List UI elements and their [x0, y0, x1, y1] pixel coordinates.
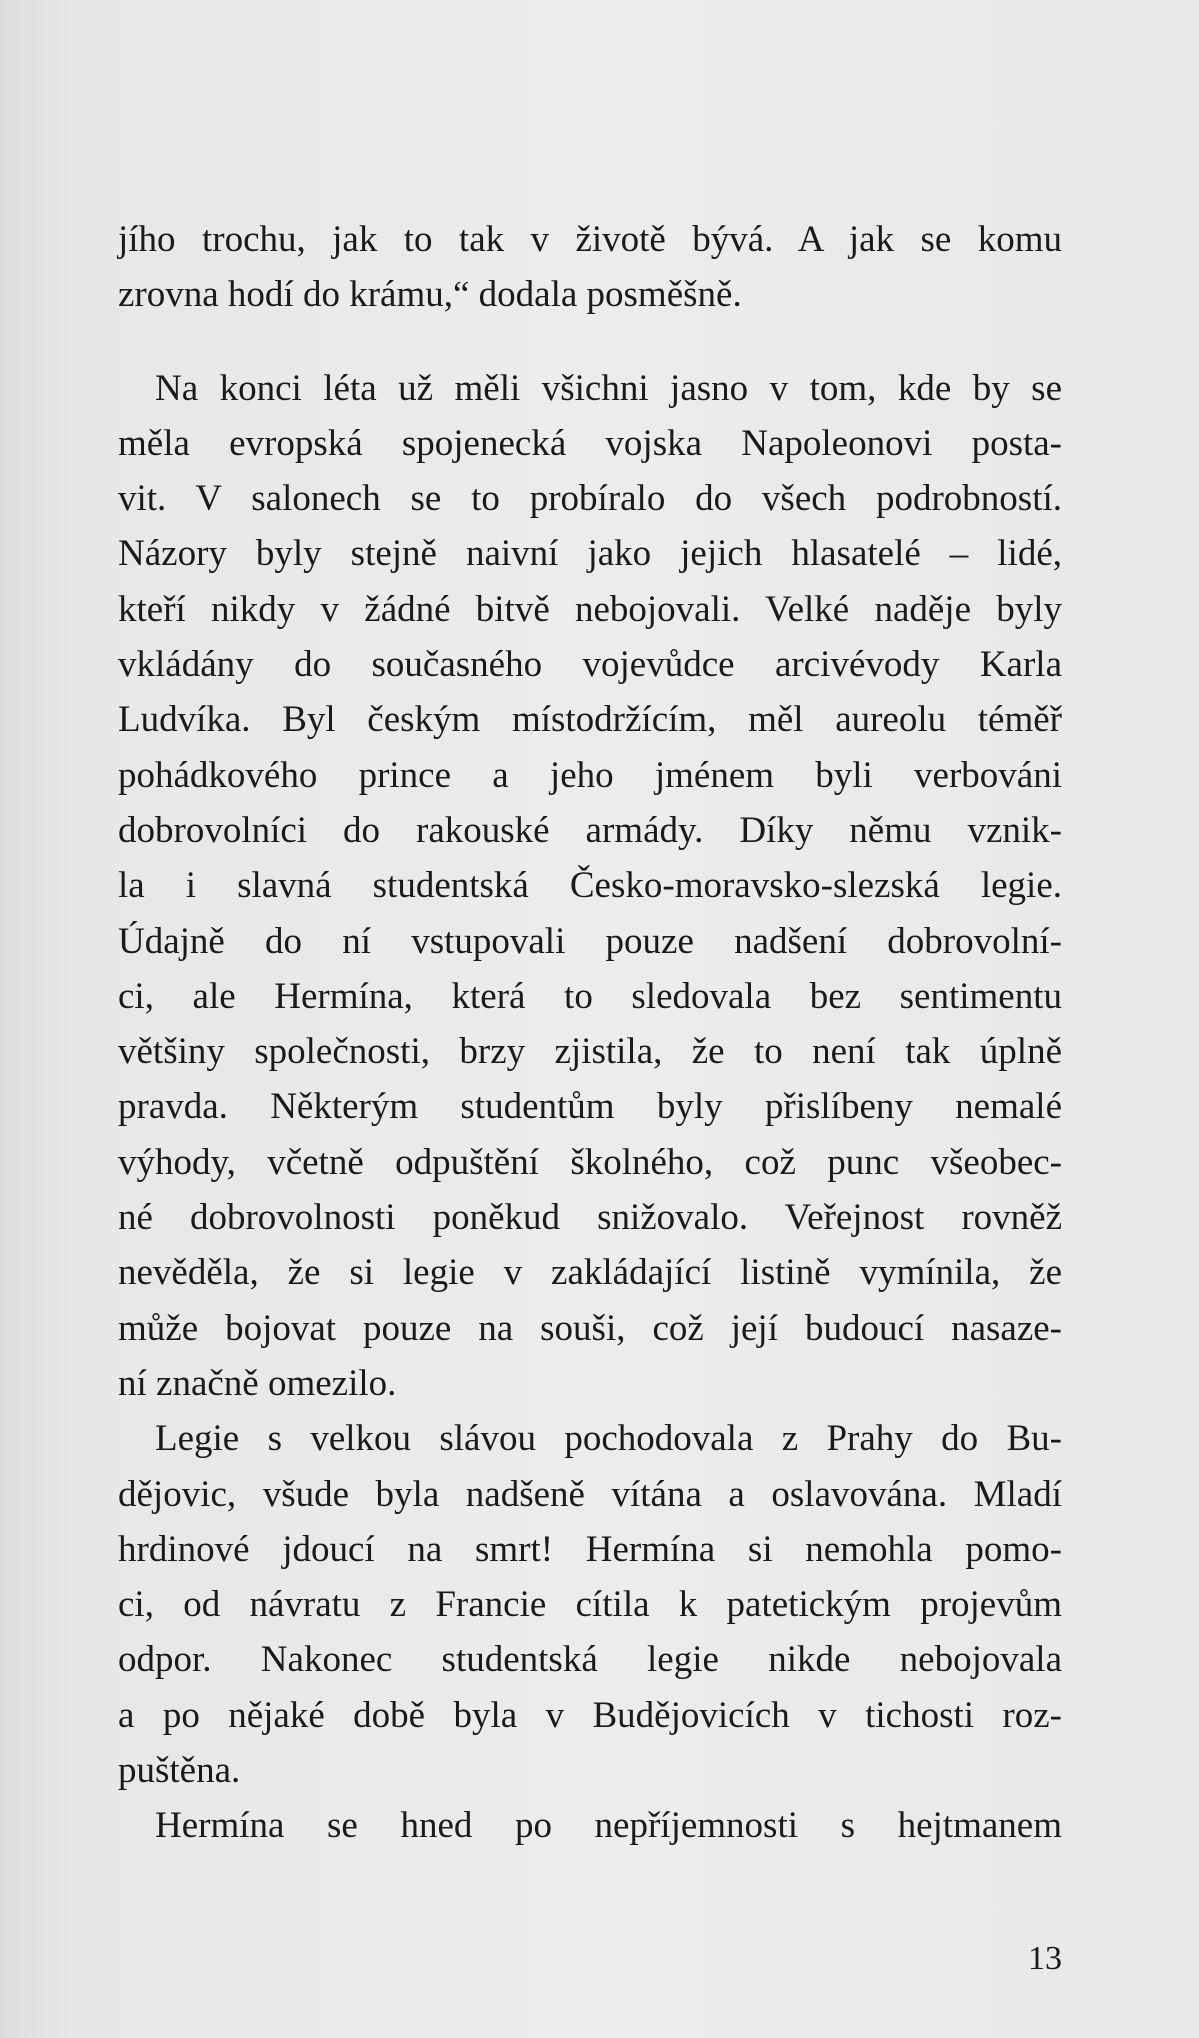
- text-line: pravda. Některým studentům byly přislíbeny nemalé: [118, 1086, 1062, 1128]
- paragraph: [118, 1411, 1062, 1798]
- text-line: Názory byly stejně naivní jako jejich hlasatelé – lidé,: [118, 533, 1062, 575]
- text-line: pohádkového prince a jeho jménem byli verbováni: [118, 754, 1062, 796]
- paragraph: [118, 1798, 1062, 1853]
- text-line: hrdinové jdoucí na smrt! Hermína si nemohla pomo-: [118, 1528, 1062, 1570]
- text-line: ci, ale Hermína, která to sledovala bez sentimentu: [118, 975, 1062, 1017]
- text-line: může bojovat pouze na souši, což její budoucí nasaze-: [118, 1307, 1062, 1349]
- text-line: dobrovolníci do rakouské armády. Díky němu vznik-: [118, 809, 1062, 851]
- text-line: ní značně omezilo.: [118, 1362, 397, 1404]
- text-line: puštěna.: [118, 1750, 241, 1792]
- text-line: la i slavná studentská Česko-moravsko-slezská legie.: [118, 865, 1062, 907]
- text-line: zrovna hodí do krámu,“ dodala posměšně.: [118, 274, 742, 316]
- text-line: Na konci léta už měli všichni jasno v tom, kde by se: [155, 367, 1062, 409]
- text-line: né dobrovolnosti poněkud snižovalo. Veřejnost rovněž: [118, 1197, 1062, 1239]
- paragraph: [118, 361, 1062, 1412]
- text-line: Hermína se hned po nepříjemnosti s hejtmanem: [155, 1805, 1062, 1847]
- text-line: nevěděla, že si legie v zakládající listině vymínila, že: [118, 1252, 1062, 1294]
- text-line: a po nějaké době byla v Budějovicích v tichosti roz-: [118, 1694, 1062, 1736]
- text-line: Ludvíka. Byl českým místodržícím, měl aureolu téměř: [118, 699, 1062, 741]
- text-line: odpor. Nakonec studentská legie nikde nebojovala: [118, 1639, 1062, 1681]
- text-line: výhody, včetně odpuštění školného, což punc všeobec-: [118, 1141, 1062, 1183]
- text-line: kteří nikdy v žádné bitvě nebojovali. Velké naděje byly: [118, 588, 1062, 630]
- text-line: ci, od návratu z Francie cítila k patetickým projevům: [118, 1584, 1062, 1626]
- page-number: 13: [1028, 1940, 1062, 1977]
- text-line: vkládány do současného vojevůdce arcivévody Karla: [118, 644, 1062, 686]
- text-line: měla evropská spojenecká vojska Napoleonovi posta-: [118, 422, 1062, 464]
- body-text: [118, 212, 1062, 1854]
- paragraph-gap: [118, 323, 1062, 361]
- paragraph: [118, 212, 1062, 323]
- text-line: dějovic, všude byla nadšeně vítána a oslavována. Mladí: [118, 1473, 1062, 1515]
- text-line: většiny společnosti, brzy zjistila, že to není tak úplně: [118, 1031, 1062, 1073]
- text-line: Legie s velkou slávou pochodovala z Prahy do Bu-: [155, 1418, 1062, 1460]
- text-line: vit. V salonech se to probíralo do všech podrobností.: [118, 478, 1062, 520]
- text-line: Údajně do ní vstupovali pouze nadšení dobrovolní-: [118, 920, 1062, 962]
- text-line: jího trochu, jak to tak v životě bývá. A jak se komu: [118, 219, 1062, 260]
